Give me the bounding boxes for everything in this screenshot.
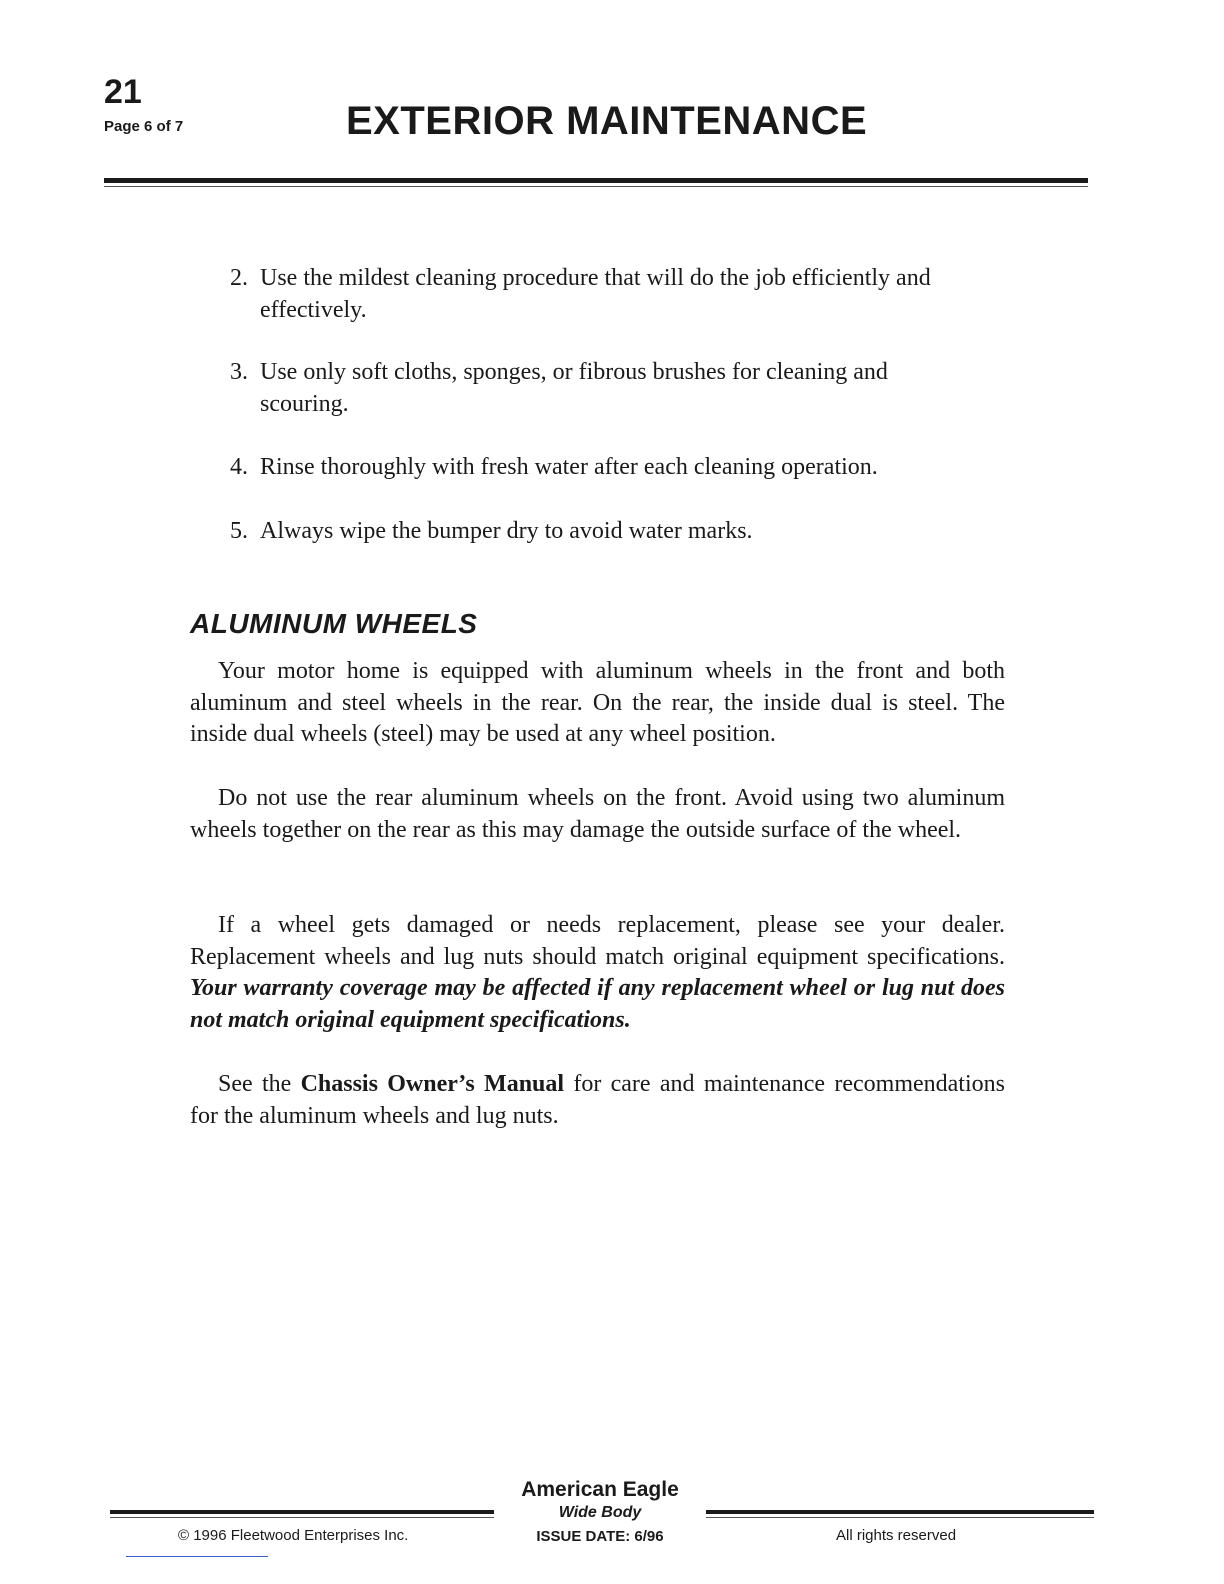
list-item-number: 3. [230, 359, 248, 385]
list-item [230, 262, 1010, 326]
page-title: EXTERIOR MAINTENANCE [346, 99, 868, 143]
chassis-manual-reference: Chassis Owner’s Manual [300, 1071, 565, 1097]
list-item-text: Rinse thoroughly with fresh water after each cleaning operation. [260, 454, 878, 480]
header-divider [104, 178, 1088, 183]
list-item-text: Always wipe the bumper dry to avoid water marks. [260, 518, 753, 544]
list-item-text: Use the mildest cleaning procedure that will do the job efficiently and [260, 265, 931, 291]
footer-divider-right-thin [706, 1517, 1094, 1518]
footer-underline [126, 1556, 268, 1557]
list-item-number: 4. [230, 454, 248, 480]
footer-divider-left-thin [110, 1517, 494, 1518]
paragraph-intro: Your motor home is equipped with aluminum wheels in the front and both aluminum and steel wheels in the rear. On the rear, the inside dual is steel. The inside dual wheels (steel) may be used at any wheel position. [190, 658, 1005, 747]
list-item [230, 356, 1010, 420]
replacement-text: If a wheel gets damaged or needs replacement, please see your dealer. Replacement wheels and lug nuts should match original equipment specifications. [190, 912, 1005, 970]
footer-divider-left [110, 1510, 494, 1514]
list-item-text: Use only soft cloths, sponges, or fibrous brushes for cleaning and [260, 359, 888, 385]
footer-divider-right [706, 1510, 1094, 1514]
list-item-text-cont: effectively. [260, 297, 367, 323]
footer-issue-date: ISSUE DATE: 6/96 [536, 1528, 664, 1545]
reference-text-start: See the [218, 1071, 301, 1097]
paragraph-replacement [190, 910, 1005, 1036]
header-divider-thin [104, 186, 1088, 187]
page-count: Page 6 of 7 [104, 118, 184, 135]
list-item [230, 515, 1010, 547]
list-item-number: 5. [230, 518, 248, 544]
footer-rights: All rights reserved [836, 1527, 957, 1544]
reference-text-end: for care and maintenance recommendations for the aluminum wheels and lug nuts. [190, 1071, 1005, 1129]
paragraph-caution: Do not use the rear aluminum wheels on the front. Avoid using two aluminum wheels together on the rear as this may damage the outside surface of the wheel. [190, 785, 1005, 843]
footer-copyright: © 1996 Fleetwood Enterprises Inc. [178, 1527, 409, 1544]
footer-subbrand: Wide Body [558, 1504, 642, 1521]
list-item-number: 2. [230, 265, 248, 291]
footer-brand: American Eagle [521, 1478, 679, 1501]
chapter-number: 21 [104, 73, 142, 111]
paragraph-reference [190, 1069, 1005, 1132]
section-heading: ALUMINUM WHEELS [190, 608, 478, 639]
warranty-warning: Your warranty coverage may be affected if any replacement wheel or lug nut does not match original equipment specifications. [190, 975, 1005, 1033]
list-item [230, 451, 1010, 483]
list-item-text-cont: scouring. [260, 391, 349, 417]
